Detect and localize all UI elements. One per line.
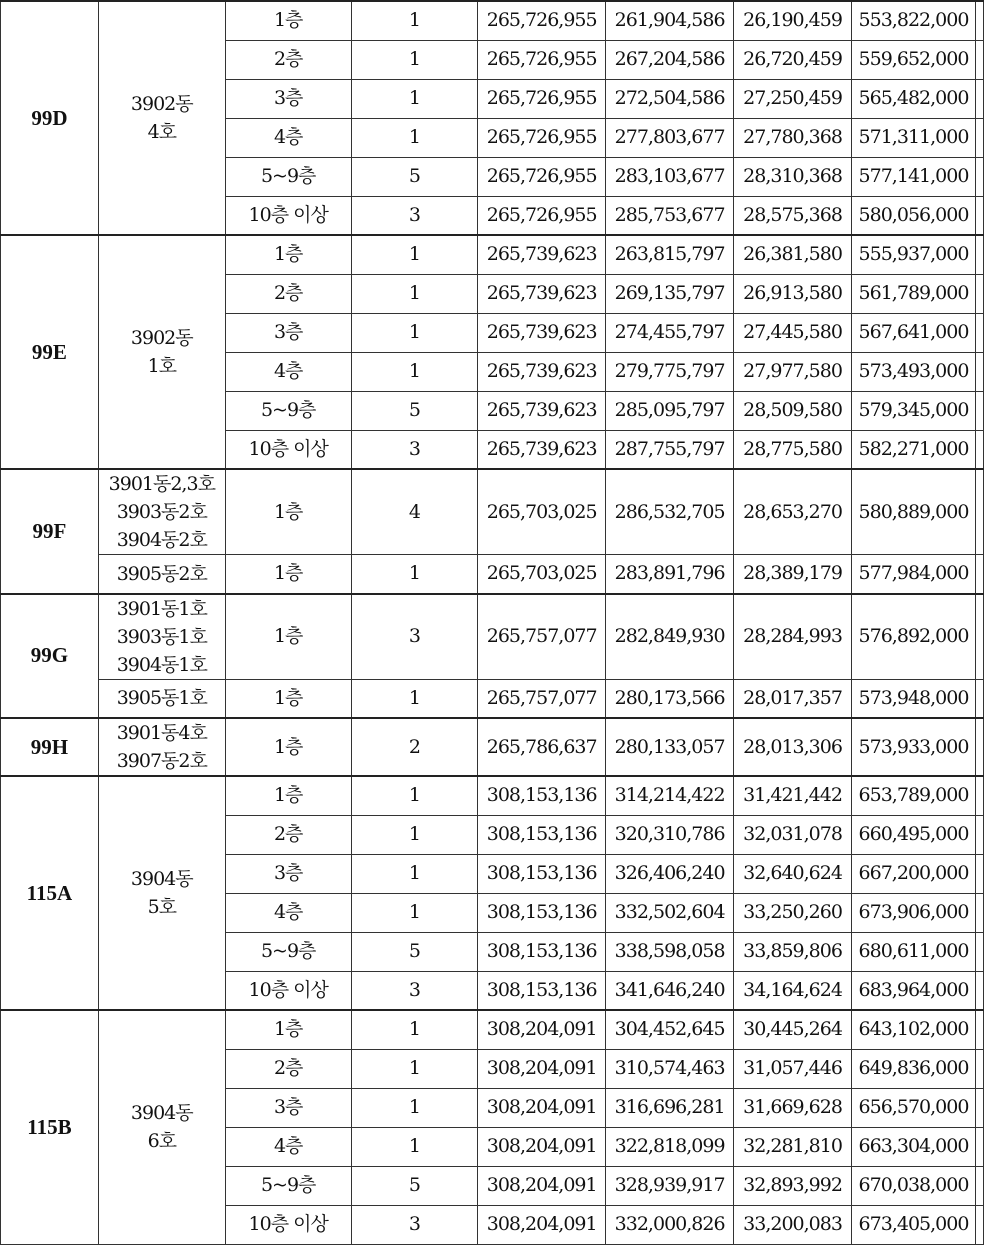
- total-price-cell: 683,964,000: [852, 971, 976, 1010]
- table-row: [1, 555, 984, 594]
- count-cell: 3: [351, 430, 478, 469]
- location-cell: [98, 776, 225, 1010]
- building-price-cell: 326,406,240: [606, 854, 734, 893]
- total-price-cell: 580,889,000: [852, 469, 976, 555]
- total-price-cell: 670,038,000: [852, 1166, 976, 1205]
- total-price-cell: 573,493,000: [852, 352, 976, 391]
- total-price-cell: 565,482,000: [852, 79, 976, 118]
- count-cell: 1: [351, 679, 478, 718]
- unit-type-cell: 99F: [1, 469, 99, 594]
- table-edge-cell: [975, 352, 983, 391]
- total-price-cell: 573,948,000: [852, 679, 976, 718]
- location-cell: [98, 555, 225, 594]
- vat-cell: 27,780,368: [734, 118, 852, 157]
- count-cell: 1: [351, 313, 478, 352]
- count-cell: 1: [351, 352, 478, 391]
- location-line: 3902동: [130, 93, 193, 115]
- vat-cell: 26,381,580: [734, 235, 852, 274]
- count-cell: 5: [351, 932, 478, 971]
- table-edge-cell: [975, 1127, 983, 1166]
- table-edge-cell: [975, 971, 983, 1010]
- table-row: [1, 679, 984, 718]
- building-price-cell: 316,696,281: [606, 1088, 734, 1127]
- vat-cell: 28,775,580: [734, 430, 852, 469]
- table-edge-cell: [975, 718, 983, 776]
- floor-cell: 10층 이상: [225, 196, 351, 235]
- total-price-cell: 667,200,000: [852, 854, 976, 893]
- table-edge-cell: [975, 235, 983, 274]
- building-price-cell: 320,310,786: [606, 815, 734, 854]
- floor-cell: 1층: [225, 1010, 351, 1049]
- vat-cell: 32,640,624: [734, 854, 852, 893]
- land-price-cell: 308,204,091: [478, 1010, 606, 1049]
- total-price-cell: 555,937,000: [852, 235, 976, 274]
- building-price-cell: 341,646,240: [606, 971, 734, 1010]
- land-price-cell: 308,153,136: [478, 893, 606, 932]
- vat-cell: 26,720,459: [734, 40, 852, 79]
- count-cell: 1: [351, 1088, 478, 1127]
- building-price-cell: 274,455,797: [606, 313, 734, 352]
- location-line: 3903동1호: [116, 625, 207, 648]
- total-price-cell: 680,611,000: [852, 932, 976, 971]
- land-price-cell: 308,153,136: [478, 854, 606, 893]
- count-cell: 1: [351, 1, 478, 40]
- land-price-cell: 308,204,091: [478, 1127, 606, 1166]
- count-cell: 1: [351, 40, 478, 79]
- vat-cell: 26,913,580: [734, 274, 852, 313]
- total-price-cell: 653,789,000: [852, 776, 976, 815]
- vat-cell: 28,575,368: [734, 196, 852, 235]
- floor-cell: 4층: [225, 893, 351, 932]
- total-price-cell: 573,933,000: [852, 718, 976, 776]
- floor-cell: 5~9층: [225, 157, 351, 196]
- location-line: 3905동1호: [116, 687, 207, 710]
- table-edge-cell: [975, 391, 983, 430]
- unit-type-cell: 99G: [1, 594, 99, 719]
- vat-cell: 26,190,459: [734, 1, 852, 40]
- location-line: 4호: [147, 121, 177, 143]
- floor-cell: 4층: [225, 1127, 351, 1166]
- count-cell: 1: [351, 274, 478, 313]
- vat-cell: 28,310,368: [734, 157, 852, 196]
- land-price-cell: 308,153,136: [478, 815, 606, 854]
- land-price-cell: 265,757,077: [478, 594, 606, 680]
- building-price-cell: 267,204,586: [606, 40, 734, 79]
- table-edge-cell: [975, 893, 983, 932]
- vat-cell: 27,250,459: [734, 79, 852, 118]
- location-line: 3904동1호: [116, 653, 207, 676]
- floor-cell: 2층: [225, 815, 351, 854]
- total-price-cell: 580,056,000: [852, 196, 976, 235]
- floor-cell: 1층: [225, 718, 351, 776]
- land-price-cell: 308,153,136: [478, 971, 606, 1010]
- land-price-cell: 265,726,955: [478, 1, 606, 40]
- vat-cell: 28,653,270: [734, 469, 852, 555]
- building-price-cell: 304,452,645: [606, 1010, 734, 1049]
- table-edge-cell: [975, 79, 983, 118]
- floor-cell: 3층: [225, 79, 351, 118]
- location-cell: [98, 469, 225, 555]
- count-cell: 3: [351, 196, 478, 235]
- table-edge-cell: [975, 1166, 983, 1205]
- floor-cell: 1층: [225, 776, 351, 815]
- total-price-cell: 553,822,000: [852, 1, 976, 40]
- table-edge-cell: [975, 815, 983, 854]
- table-row: [1, 718, 984, 776]
- building-price-cell: 279,775,797: [606, 352, 734, 391]
- vat-cell: 32,893,992: [734, 1166, 852, 1205]
- count-cell: 4: [351, 469, 478, 555]
- land-price-cell: 308,204,091: [478, 1166, 606, 1205]
- total-price-cell: 559,652,000: [852, 40, 976, 79]
- land-price-cell: 308,153,136: [478, 932, 606, 971]
- building-price-cell: 280,133,057: [606, 718, 734, 776]
- vat-cell: 31,669,628: [734, 1088, 852, 1127]
- total-price-cell: 577,984,000: [852, 555, 976, 594]
- count-cell: 1: [351, 1049, 478, 1088]
- land-price-cell: 265,739,623: [478, 313, 606, 352]
- count-cell: 2: [351, 718, 478, 776]
- floor-cell: 4층: [225, 352, 351, 391]
- table-edge-cell: [975, 1205, 983, 1244]
- floor-cell: 5~9층: [225, 391, 351, 430]
- table-edge-cell: [975, 1088, 983, 1127]
- vat-cell: 30,445,264: [734, 1010, 852, 1049]
- floor-cell: 2층: [225, 40, 351, 79]
- land-price-cell: 265,703,025: [478, 555, 606, 594]
- count-cell: 1: [351, 79, 478, 118]
- location-cell: [98, 679, 225, 718]
- count-cell: 1: [351, 118, 478, 157]
- building-price-cell: 283,891,796: [606, 555, 734, 594]
- total-price-cell: 643,102,000: [852, 1010, 976, 1049]
- building-price-cell: 310,574,463: [606, 1049, 734, 1088]
- building-price-cell: 332,000,826: [606, 1205, 734, 1244]
- table-row: [1, 1, 984, 40]
- vat-cell: 33,250,260: [734, 893, 852, 932]
- vat-cell: 32,031,078: [734, 815, 852, 854]
- count-cell: 1: [351, 854, 478, 893]
- location-cell: [98, 1, 225, 235]
- building-price-cell: 285,753,677: [606, 196, 734, 235]
- building-price-cell: 322,818,099: [606, 1127, 734, 1166]
- floor-cell: 4층: [225, 118, 351, 157]
- table-edge-cell: [975, 430, 983, 469]
- land-price-cell: 265,726,955: [478, 40, 606, 79]
- building-price-cell: 269,135,797: [606, 274, 734, 313]
- table-edge-cell: [975, 854, 983, 893]
- table-edge-cell: [975, 1, 983, 40]
- vat-cell: 28,509,580: [734, 391, 852, 430]
- location-line: 3903동2호: [116, 501, 207, 523]
- total-price-cell: 567,641,000: [852, 313, 976, 352]
- table-edge-cell: [975, 313, 983, 352]
- land-price-cell: 308,153,136: [478, 776, 606, 815]
- vat-cell: 28,389,179: [734, 555, 852, 594]
- land-price-cell: 308,204,091: [478, 1049, 606, 1088]
- floor-cell: 10층 이상: [225, 1205, 351, 1244]
- vat-cell: 33,859,806: [734, 932, 852, 971]
- table-edge-cell: [975, 157, 983, 196]
- total-price-cell: 673,906,000: [852, 893, 976, 932]
- total-price-cell: 656,570,000: [852, 1088, 976, 1127]
- unit-type-cell: 99E: [1, 235, 99, 469]
- floor-cell: 3층: [225, 1088, 351, 1127]
- building-price-cell: 261,904,586: [606, 1, 734, 40]
- floor-cell: 5~9층: [225, 1166, 351, 1205]
- land-price-cell: 265,739,623: [478, 235, 606, 274]
- vat-cell: 32,281,810: [734, 1127, 852, 1166]
- location-line: 3904동: [130, 1102, 193, 1125]
- building-price-cell: 332,502,604: [606, 893, 734, 932]
- land-price-cell: 265,726,955: [478, 196, 606, 235]
- building-price-cell: 286,532,705: [606, 469, 734, 555]
- land-price-cell: 265,726,955: [478, 79, 606, 118]
- total-price-cell: 561,789,000: [852, 274, 976, 313]
- table-edge-cell: [975, 196, 983, 235]
- table-edge-cell: [975, 594, 983, 680]
- location-cell: [98, 235, 225, 469]
- building-price-cell: 328,939,917: [606, 1166, 734, 1205]
- land-price-cell: 265,726,955: [478, 118, 606, 157]
- total-price-cell: 571,311,000: [852, 118, 976, 157]
- vat-cell: 27,977,580: [734, 352, 852, 391]
- total-price-cell: 673,405,000: [852, 1205, 976, 1244]
- total-price-cell: 582,271,000: [852, 430, 976, 469]
- table-edge-cell: [975, 118, 983, 157]
- vat-cell: 33,200,083: [734, 1205, 852, 1244]
- table-row: [1, 469, 984, 555]
- count-cell: 3: [351, 1205, 478, 1244]
- table-edge-cell: [975, 469, 983, 555]
- building-price-cell: 287,755,797: [606, 430, 734, 469]
- unit-type-cell: 99D: [1, 1, 99, 235]
- location-line: 5호: [147, 896, 177, 918]
- table-edge-cell: [975, 679, 983, 718]
- location-line: 3904동2호: [116, 529, 207, 551]
- land-price-cell: 265,739,623: [478, 430, 606, 469]
- count-cell: 1: [351, 235, 478, 274]
- building-price-cell: 282,849,930: [606, 594, 734, 680]
- total-price-cell: 577,141,000: [852, 157, 976, 196]
- location-line: 3901동4호: [116, 722, 207, 744]
- land-price-cell: 265,703,025: [478, 469, 606, 555]
- building-price-cell: 285,095,797: [606, 391, 734, 430]
- building-price-cell: 338,598,058: [606, 932, 734, 971]
- table-edge-cell: [975, 1049, 983, 1088]
- table-edge-cell: [975, 776, 983, 815]
- location-line: 3901동1호: [116, 597, 207, 620]
- vat-cell: 27,445,580: [734, 313, 852, 352]
- location-line: 1호: [147, 355, 177, 377]
- count-cell: 1: [351, 1127, 478, 1166]
- floor-cell: 3층: [225, 854, 351, 893]
- land-price-cell: 308,204,091: [478, 1205, 606, 1244]
- count-cell: 1: [351, 893, 478, 932]
- count-cell: 5: [351, 157, 478, 196]
- land-price-cell: 265,739,623: [478, 352, 606, 391]
- table-edge-cell: [975, 932, 983, 971]
- floor-cell: 10층 이상: [225, 430, 351, 469]
- vat-cell: 28,013,306: [734, 718, 852, 776]
- building-price-cell: 283,103,677: [606, 157, 734, 196]
- land-price-cell: 265,739,623: [478, 274, 606, 313]
- floor-cell: 1층: [225, 469, 351, 555]
- table-edge-cell: [975, 274, 983, 313]
- vat-cell: 28,017,357: [734, 679, 852, 718]
- unit-type-cell: 99H: [1, 718, 99, 776]
- table-row: [1, 776, 984, 815]
- count-cell: 1: [351, 555, 478, 594]
- location-line: 3902동: [130, 327, 193, 349]
- location-line: 3905동2호: [116, 562, 207, 585]
- floor-cell: 1층: [225, 594, 351, 680]
- count-cell: 3: [351, 594, 478, 680]
- table-edge-cell: [975, 1010, 983, 1049]
- unit-type-cell: 115A: [1, 776, 99, 1010]
- location-line: 3907동2호: [116, 750, 207, 772]
- location-cell: [98, 594, 225, 680]
- floor-cell: 5~9층: [225, 932, 351, 971]
- total-price-cell: 663,304,000: [852, 1127, 976, 1166]
- land-price-cell: 265,757,077: [478, 679, 606, 718]
- floor-cell: 2층: [225, 1049, 351, 1088]
- count-cell: 5: [351, 1166, 478, 1205]
- building-price-cell: 277,803,677: [606, 118, 734, 157]
- total-price-cell: 579,345,000: [852, 391, 976, 430]
- count-cell: 1: [351, 1010, 478, 1049]
- building-price-cell: 263,815,797: [606, 235, 734, 274]
- location-line: 3904동: [130, 868, 193, 890]
- building-price-cell: 272,504,586: [606, 79, 734, 118]
- vat-cell: 31,057,446: [734, 1049, 852, 1088]
- building-price-cell: 280,173,566: [606, 679, 734, 718]
- land-price-cell: 265,786,637: [478, 718, 606, 776]
- unit-type-cell: 115B: [1, 1010, 99, 1244]
- location-line: 3901동2,3호: [108, 473, 215, 495]
- floor-cell: 2층: [225, 274, 351, 313]
- building-price-cell: 314,214,422: [606, 776, 734, 815]
- floor-cell: 1층: [225, 679, 351, 718]
- count-cell: 5: [351, 391, 478, 430]
- total-price-cell: 576,892,000: [852, 594, 976, 680]
- vat-cell: 34,164,624: [734, 971, 852, 1010]
- floor-cell: 1층: [225, 555, 351, 594]
- floor-cell: 10층 이상: [225, 971, 351, 1010]
- floor-cell: 3층: [225, 313, 351, 352]
- count-cell: 1: [351, 815, 478, 854]
- vat-cell: 28,284,993: [734, 594, 852, 680]
- floor-cell: 1층: [225, 235, 351, 274]
- count-cell: 1: [351, 776, 478, 815]
- table-row: [1, 235, 984, 274]
- table-row: [1, 1010, 984, 1049]
- total-price-cell: 660,495,000: [852, 815, 976, 854]
- table-edge-cell: [975, 555, 983, 594]
- land-price-cell: 308,204,091: [478, 1088, 606, 1127]
- count-cell: 3: [351, 971, 478, 1010]
- location-cell: [98, 1010, 225, 1244]
- vat-cell: 31,421,442: [734, 776, 852, 815]
- location-cell: [98, 718, 225, 776]
- table-edge-cell: [975, 40, 983, 79]
- land-price-cell: 265,739,623: [478, 391, 606, 430]
- land-price-cell: 265,726,955: [478, 157, 606, 196]
- total-price-cell: 649,836,000: [852, 1049, 976, 1088]
- location-line: 6호: [147, 1130, 177, 1153]
- floor-cell: 1층: [225, 1, 351, 40]
- table-row: [1, 594, 984, 680]
